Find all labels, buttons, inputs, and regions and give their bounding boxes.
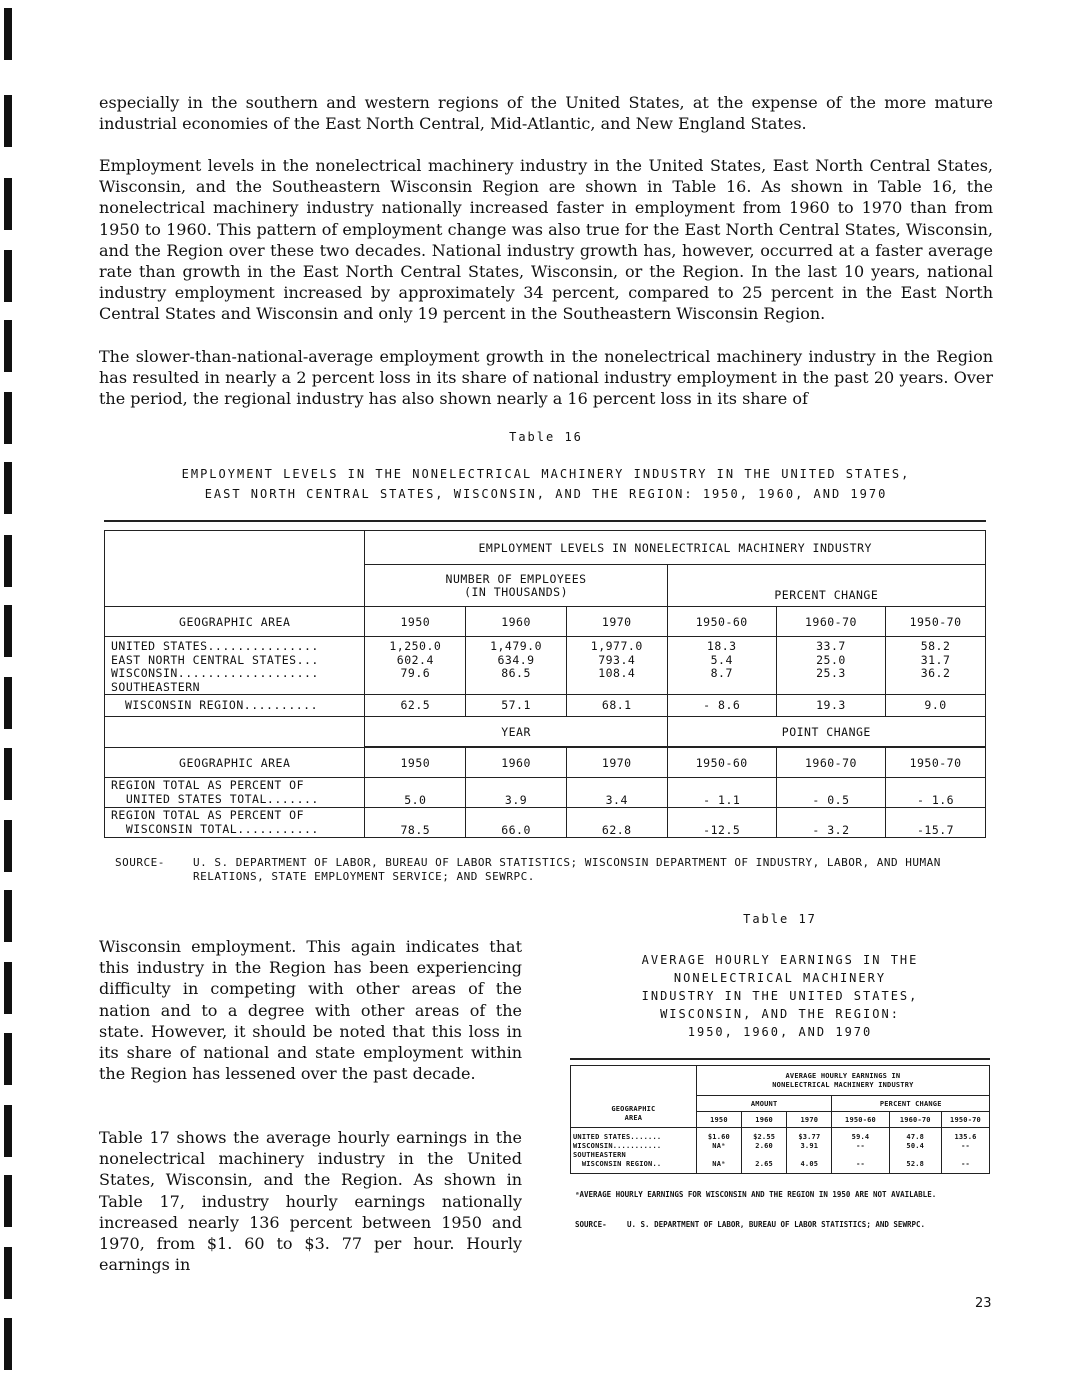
table16-title-line1: EMPLOYMENT LEVELS IN THE NONELECTRICAL MACHINERY INDUSTRY IN THE UNITED STATES, xyxy=(181,467,911,481)
table17-title: AVERAGE HOURLY EARNINGS IN THE NONELECTRICAL MACHINERY INDUSTRY IN THE UNITED STATES, WISCONSIN, AND THE REGION: 1950, 1960, AND 1970 xyxy=(641,953,919,1039)
binding-mark xyxy=(4,605,12,657)
table16-pct-wi-1960-70: - 3.2 xyxy=(776,808,885,838)
table16-pct-us-1960: 3.9 xyxy=(466,778,567,808)
table16-region-1970: 68.1 xyxy=(566,695,667,717)
table16-label: Table 16 xyxy=(509,430,583,444)
table17-source-text: U. S. DEPARTMENT OF LABOR, BUREAU OF LABOR STATISTICS; AND SEWRPC. xyxy=(627,1220,926,1229)
binding-mark xyxy=(4,677,12,729)
table16-pct-us-1950-60: - 1.1 xyxy=(667,778,776,808)
table16-cells-1950-70: 58.2 31.7 36.2 xyxy=(886,637,986,695)
table16-region-1960-70: 19.3 xyxy=(776,695,885,717)
table16-year2-1950: 1950 xyxy=(365,748,466,778)
binding-mark xyxy=(4,1318,12,1370)
table16-period2-1960-70: 1960-70 xyxy=(776,748,885,778)
table17-period-1950-70: 1950-70 xyxy=(942,1112,990,1128)
binding-marks xyxy=(0,0,20,1380)
table16-pct-wi-1950: 78.5 xyxy=(365,808,466,838)
table16-header-employees: NUMBER OF EMPLOYEES (IN THOUSANDS) xyxy=(365,565,667,607)
binding-mark xyxy=(4,1247,12,1299)
table16-period-1950-70: 1950-70 xyxy=(886,607,986,637)
binding-mark xyxy=(4,748,12,800)
table16-geo-header: GEOGRAPHIC AREA xyxy=(105,607,365,637)
binding-mark xyxy=(4,1105,12,1157)
table17-top-rule xyxy=(570,1058,990,1060)
table16-header-main: EMPLOYMENT LEVELS IN NONELECTRICAL MACHINERY INDUSTRY xyxy=(365,531,986,565)
table17-cells-1960-70: 47.8 50.4 52.8 xyxy=(889,1128,942,1174)
table17-source-label: SOURCE- xyxy=(575,1220,607,1229)
table17-source xyxy=(575,1220,990,1230)
table16-source-text: U. S. DEPARTMENT OF LABOR, BUREAU OF LABOR STATISTICS; WISCONSIN DEPARTMENT OF INDUSTRY, LABOR, AND HUMAN RELATIONS, STATE EMPLOYMENT SERVICE; AND SEWRPC. xyxy=(193,856,941,883)
table16-pct-us-1960-70: - 0.5 xyxy=(776,778,885,808)
table16-year2-1970: 1970 xyxy=(566,748,667,778)
table16-region-1950-60: - 8.6 xyxy=(667,695,776,717)
table17 xyxy=(570,1065,990,1174)
table16-pct-wi-1950-60: -12.5 xyxy=(667,808,776,838)
paragraph-wisconsin-employment: Wisconsin employment. This again indicates that this industry in the Region has been experiencing difficulty in competing with other areas of the nation and to a degree with other areas of the state. However, it should be noted that this loss in its share of national and state employment within the Region has lessened over the past decade. xyxy=(99,937,522,1084)
table17-cells-1950-70: 135.6 -- -- xyxy=(942,1128,990,1174)
paragraph-table17-intro: Table 17 shows the average hourly earnings in the nonelectrical machinery industry in the United States, Wisconsin, and the Region. As shown in Table 17, industry hourly earnings nationally increased nearly 136 percent between 1950 and 1970, from $1. 60 to $3. 77 per hour. Hourly earnings in xyxy=(99,1128,522,1275)
table16-region-1950-70: 9.0 xyxy=(886,695,986,717)
table16-pct-wi-1950-70: -15.7 xyxy=(886,808,986,838)
table17-year-1970: 1970 xyxy=(787,1112,832,1128)
table16-pct-wi-1970: 62.8 xyxy=(566,808,667,838)
page-number: 23 xyxy=(975,1296,992,1311)
table17-cells-1960: $2.55 2.60 2.65 xyxy=(742,1128,787,1174)
table16-header-percent-change: PERCENT CHANGE xyxy=(667,565,985,607)
table16-pct-us-1970: 3.4 xyxy=(566,778,667,808)
table16-source-label: SOURCE- xyxy=(115,856,165,869)
table16-title-line2: EAST NORTH CENTRAL STATES, WISCONSIN, AND THE REGION: 1950, 1960, AND 1970 xyxy=(204,487,888,501)
table16-region-1950: 62.5 xyxy=(365,695,466,717)
table16-pct-us-label: REGION TOTAL AS PERCENT OF UNITED STATES TOTAL....... xyxy=(105,778,365,808)
table16-year-1960: 1960 xyxy=(466,607,567,637)
paragraph-employment-levels: Employment levels in the nonelectrical machinery industry in the United States, East North Central States, Wisconsin, and the Southeastern Wisconsin Region are shown in Table 16. As shown in Table 16, the nonelectrical machinery industry nationally increased faster in employment from 1960 to 1970 than from 1950 to 1960. This pattern of employment change was also true for the East North Central States, Wisconsin, and the Region over these two decades. National industry growth has, however, occurred at a faster average rate than growth in the East North Central States, Wisconsin, or the Region. In the last 10 years, national industry employment increased by approximately 34 percent, compared to 25 percent in the East North Central States and Wisconsin and only 19 percent in the Southeastern Wisconsin Region. xyxy=(99,156,993,324)
table17-cells-1950: $1.60 NAᵃ NAᵃ xyxy=(696,1128,741,1174)
table17-year-1950: 1950 xyxy=(696,1112,741,1128)
table16-header-year: YEAR xyxy=(365,717,667,747)
binding-mark xyxy=(4,462,12,514)
table17-cells-1970: $3.77 3.91 4.05 xyxy=(787,1128,832,1174)
table16-region-1960: 57.1 xyxy=(466,695,567,717)
table16-cells-1960-70: 33.7 25.0 25.3 xyxy=(776,637,885,695)
table16-pct-wi-1960: 66.0 xyxy=(466,808,567,838)
table16-pct-us-1950-70: - 1.6 xyxy=(886,778,986,808)
binding-mark xyxy=(4,962,12,1014)
table16-corner-2 xyxy=(105,717,365,748)
binding-mark xyxy=(4,320,12,372)
table17-header-amount: AMOUNT xyxy=(696,1096,832,1112)
table17-area-labels: UNITED STATES....... WISCONSIN........... SOUTHEASTERN WISCONSIN REGION.. xyxy=(571,1128,697,1174)
table16-cells-1970: 1,977.0 793.4 108.4 xyxy=(566,637,667,695)
table16-year-1950: 1950 xyxy=(365,607,466,637)
table16-year2-1960: 1960 xyxy=(466,748,567,778)
table17-year-1960: 1960 xyxy=(742,1112,787,1128)
table17-period-1960-70: 1960-70 xyxy=(889,1112,942,1128)
table16-cells-1950-60: 18.3 5.4 8.7 xyxy=(667,637,776,695)
table16-top-rule xyxy=(104,520,986,522)
table16-region-label: WISCONSIN REGION.......... xyxy=(105,695,365,717)
table16-area-labels xyxy=(105,637,365,695)
table16-pct-wi-label: REGION TOTAL AS PERCENT OF WISCONSIN TOTAL........... xyxy=(105,808,365,838)
table16-pct-us-1950: 5.0 xyxy=(365,778,466,808)
binding-mark xyxy=(4,178,12,230)
table17-header-main: AVERAGE HOURLY EARNINGS IN NONELECTRICAL MACHINERY INDUSTRY xyxy=(696,1066,989,1096)
binding-mark xyxy=(4,8,12,60)
table16-period2-1950-70: 1950-70 xyxy=(886,748,986,778)
table16 xyxy=(104,530,986,838)
table16-header-point-change: POINT CHANGE xyxy=(667,717,985,747)
binding-mark xyxy=(4,820,12,872)
binding-mark xyxy=(4,95,12,147)
table16-period-1950-60: 1950-60 xyxy=(667,607,776,637)
table16-cells-1960: 1,479.0 634.9 86.5 xyxy=(466,637,567,695)
table17-footnote: ᵃAVERAGE HOURLY EARNINGS FOR WISCONSIN AND THE REGION IN 1950 ARE NOT AVAILABLE. xyxy=(575,1190,937,1199)
paragraph-slower-growth: The slower-than-national-average employment growth in the nonelectrical machinery industry in the Region has resulted in nearly a 2 percent loss in its share of national industry employment in the past 20 years. Over the period, the regional industry has also shown nearly a 16 percent loss in its share of xyxy=(99,347,993,409)
paragraph-continuation: especially in the southern and western regions of the United States, at the expense of the more mature industrial economies of the East North Central, Mid-Atlantic, and New England States. xyxy=(99,93,993,134)
binding-mark xyxy=(4,890,12,942)
table17-cells-1950-60: 59.4 -- -- xyxy=(832,1128,889,1174)
binding-mark xyxy=(4,250,12,302)
table17-header-percent-change: PERCENT CHANGE xyxy=(832,1096,990,1112)
table16-year-1970: 1970 xyxy=(566,607,667,637)
binding-mark xyxy=(4,1175,12,1227)
table16-source xyxy=(115,856,995,884)
binding-mark xyxy=(4,392,12,444)
table17-label: Table 17 xyxy=(743,912,817,926)
table16-cells-1950: 1,250.0 602.4 79.6 xyxy=(365,637,466,695)
binding-mark xyxy=(4,535,12,587)
table16-area-label-group: UNITED STATES............... EAST NORTH CENTRAL STATES... WISCONSIN................... SOUTHEASTERN xyxy=(111,639,319,694)
table16-period-1960-70: 1960-70 xyxy=(776,607,885,637)
binding-mark xyxy=(4,1033,12,1085)
table16-geo-header-2: GEOGRAPHIC AREA xyxy=(105,748,365,778)
table16-corner xyxy=(105,531,365,607)
table17-period-1950-60: 1950-60 xyxy=(832,1112,889,1128)
table17-geo-header: GEOGRAPHIC AREA xyxy=(571,1066,697,1128)
table16-period2-1950-60: 1950-60 xyxy=(667,748,776,778)
